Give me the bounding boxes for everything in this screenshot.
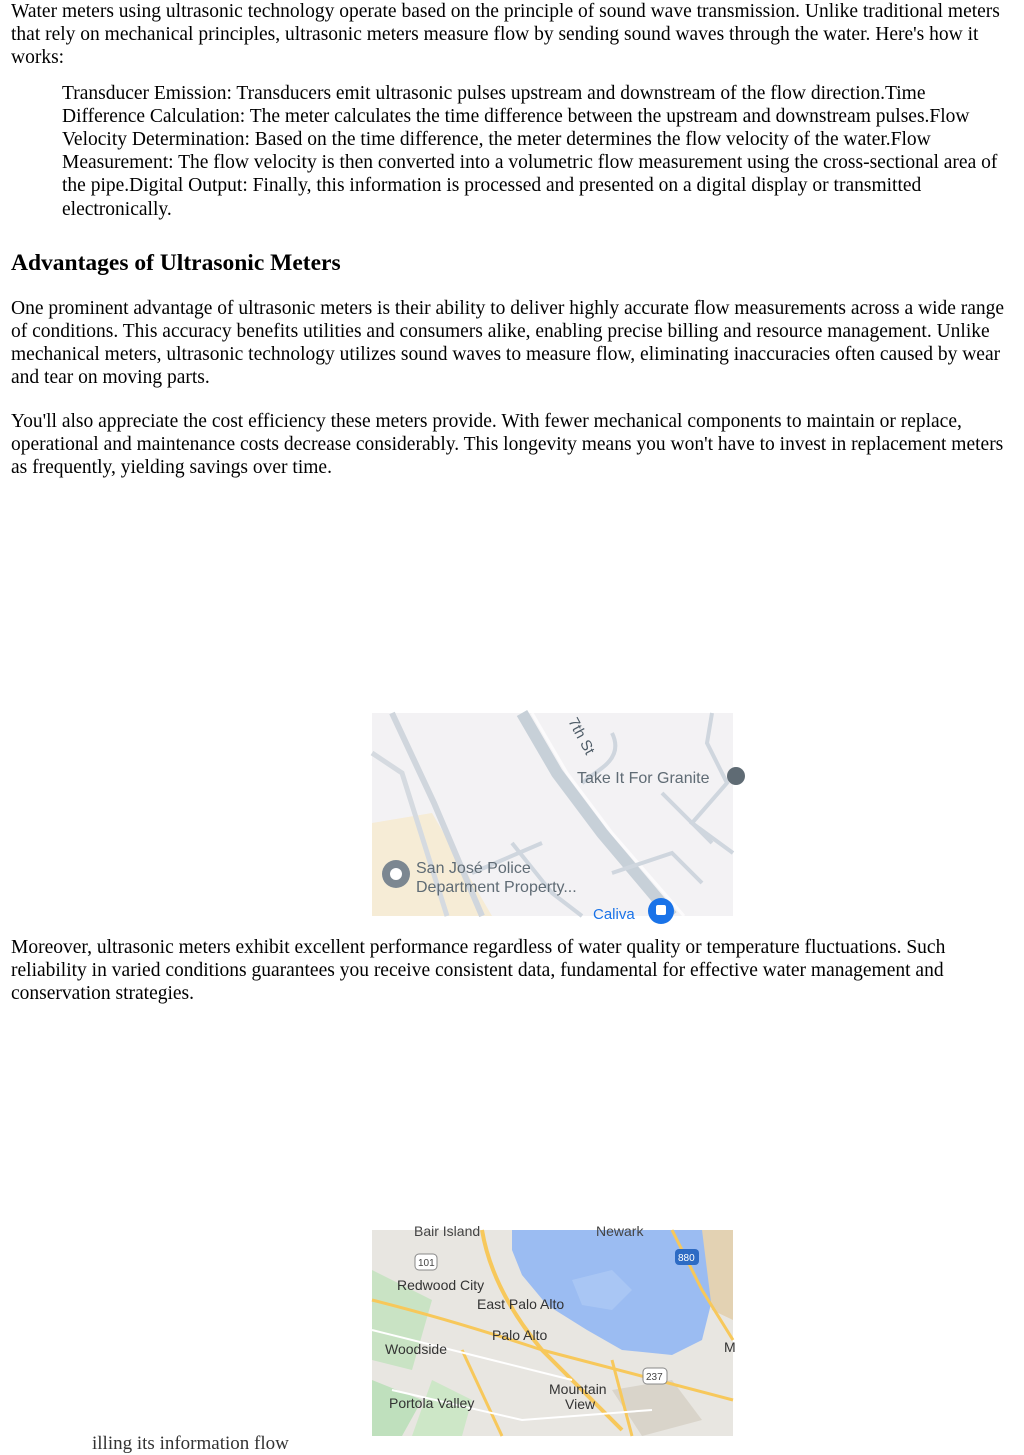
map-embed-bay-area[interactable] — [372, 1223, 736, 1436]
label-east-palo-alto: East Palo Alto — [477, 1296, 565, 1312]
place-caliva: Caliva — [593, 906, 635, 923]
svg-text:101: 101 — [418, 1258, 435, 1269]
place-take-it-for-granite: Take It For Granite — [577, 770, 710, 787]
place-police-line2: Department Property... — [416, 879, 577, 896]
place-pin-icon — [727, 767, 745, 785]
steps-blockquote: Transducer Emission: Transducers emit ultrasonic pulses upstream and downstream of the flow direction.Time Difference Calculation: The meter calculates the time difference between the upstream and downstream pulses.Flow Velocity Determination: Based on the time difference, the meter determines the flow velocity of the water.Flow Measurement: The flow velocity is then converted into a volumetric flow measurement using the cross-sectional area of the pipe.Digital Output: Finally, this information is processed and presented on a digital display or transmitted electronically. — [62, 82, 998, 220]
svg-text:237: 237 — [646, 1372, 663, 1383]
advantages-paragraph-2: You'll also appreciate the cost efficiency these meters provide. With fewer mechanical components to maintain or replace, operational and maintenance costs decrease considerably. This longevity means you won't have to invest in replacement meters as frequently, yielding savings over time. — [11, 410, 1004, 479]
map-embed-san-jose[interactable] — [372, 713, 733, 923]
street-label-7th: 7th St — [564, 714, 598, 758]
label-redwood-city: Redwood City — [397, 1277, 485, 1293]
label-woodside: Woodside — [385, 1341, 448, 1357]
place-police-line1: San José Police — [416, 860, 531, 877]
moreover-paragraph: Moreover, ultrasonic meters exhibit excellent performance regardless of water quality or temperature fluctuations. Such reliability in varied conditions guarantees you receive consistent data, fundamental for effective water management and conservation strategies. — [11, 937, 946, 1005]
label-bair-island: Bair Island — [414, 1223, 481, 1239]
map-bay-area-graphic — [372, 1223, 736, 1436]
label-m-edge: M — [724, 1339, 736, 1355]
label-portola-valley: Portola Valley — [389, 1395, 475, 1411]
svg-text:880: 880 — [678, 1253, 695, 1264]
advantages-heading: Advantages of Ultrasonic Meters — [11, 249, 341, 276]
map-san-jose-graphic — [372, 713, 733, 923]
cut-off-text: illing its information flow — [92, 1433, 289, 1454]
article-body — [11, 0, 1014, 479]
intro-paragraph: Water meters using ultrasonic technology operate based on the principle of sound wave transmission. Unlike traditional meters that rely on mechanical principles, ultrasonic meters measure flow by sending sound waves through the water. Here's how it works: — [11, 1, 1000, 69]
label-view: View — [565, 1396, 596, 1412]
label-palo-alto: Palo Alto — [492, 1327, 548, 1343]
label-newark: Newark — [596, 1223, 644, 1239]
label-mountain: Mountain — [549, 1381, 607, 1397]
advantages-paragraph-1: One prominent advantage of ultrasonic meters is their ability to deliver highly accurate flow measurements across a wide range of conditions. This accuracy benefits utilities and consumers alike, enabling precise billing and resource management. Unlike mechanical meters, ultrasonic technology utilizes sound waves to measure flow, eliminating inaccuracies often caused by wear and tear on moving parts. — [11, 297, 1005, 389]
